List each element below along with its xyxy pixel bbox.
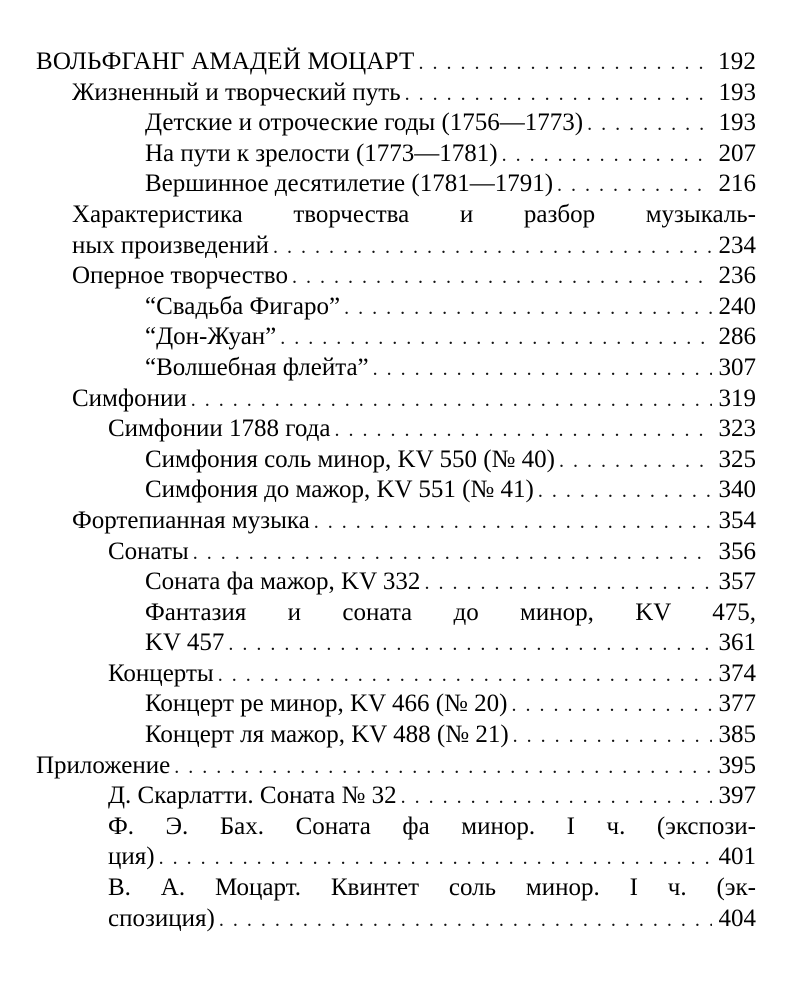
leader-dots: [314, 507, 712, 538]
leader-dots: [292, 262, 712, 293]
toc-entry-title: Симфония до мажор, KV 551 (№ 41): [145, 476, 534, 504]
toc-page-number: 404: [718, 904, 756, 932]
toc-entry-title: Вершинное десятилетие (1781—1791): [145, 170, 554, 198]
toc-entry-title: Симфонии: [72, 384, 187, 412]
toc-entry: [36, 506, 756, 537]
toc-page-number: 216: [718, 170, 756, 198]
leader-dots: [280, 323, 712, 354]
toc-page-number: 354: [718, 506, 756, 534]
leader-dots: [587, 109, 712, 140]
leader-dots: [424, 568, 712, 599]
toc-entry: [36, 47, 756, 78]
toc-entry-title: Д. Скарлатти. Соната № 32: [108, 782, 397, 810]
toc-entry: [36, 567, 756, 598]
toc-entry-title: Концерт ре минор, KV 466 (№ 20): [145, 690, 508, 718]
leader-dots: [511, 690, 712, 721]
leader-dots: [218, 660, 712, 691]
toc-entry-title: Ф. Э. Бах. Соната фа минор. I ч. (экспози-: [108, 812, 756, 840]
toc-entry-title: В. А. Моцарт. Квинтет соль минор. I ч. (эк-: [108, 874, 756, 902]
toc-page-number: 236: [718, 262, 756, 290]
leader-dots: [373, 354, 712, 385]
toc-entry-title: “Дон-Жуан”: [145, 323, 277, 351]
toc-entry-title: ных произведений: [72, 231, 269, 259]
toc-page-number: 340: [718, 476, 756, 504]
leader-dots: [513, 721, 712, 752]
toc-entry: [36, 384, 756, 415]
toc-page-number: 193: [718, 109, 756, 137]
toc-entry: [36, 261, 756, 292]
leader-dots: [559, 446, 712, 477]
toc-entry-line: [36, 873, 756, 904]
toc-page-number: 240: [718, 292, 756, 320]
toc-entry-title: спозиция): [108, 904, 215, 932]
toc-page-number: 193: [718, 78, 756, 106]
leader-dots: [273, 232, 712, 263]
toc-entry-line: [36, 200, 756, 231]
toc-entry-title: “Волшебная флейта”: [145, 353, 369, 381]
toc-entry-title: Фантазия и соната до минор, KV 475,: [145, 598, 756, 626]
toc-page-number: 397: [718, 782, 756, 810]
toc-entry-title: Соната фа мажор, KV 332: [145, 568, 421, 596]
toc-entry: [36, 108, 756, 139]
leader-dots: [228, 629, 712, 660]
toc-page-number: 356: [718, 537, 756, 565]
leader-dots: [401, 782, 712, 813]
toc-entry-title: ВОЛЬФГАНГ АМАДЕЙ МОЦАРТ: [36, 48, 415, 75]
leader-dots: [219, 905, 712, 936]
toc-entry: [36, 628, 756, 659]
toc-page-number: 377: [718, 690, 756, 718]
toc-entry: [36, 475, 756, 506]
toc-entry-line: [36, 598, 756, 629]
toc-entry-title: Приложение: [36, 751, 171, 779]
toc-entry: [36, 842, 756, 873]
toc-entry: [36, 781, 756, 812]
toc-page-number: 234: [718, 231, 756, 259]
toc-entry-title: Фортепианная музыка: [72, 506, 310, 534]
leader-dots: [502, 140, 712, 171]
leader-dots: [191, 385, 712, 416]
toc-page-number: 307: [718, 353, 756, 381]
leader-dots: [405, 79, 712, 110]
leader-dots: [419, 48, 712, 79]
toc-entry: [36, 169, 756, 200]
leader-dots: [334, 415, 712, 446]
toc-page-number: 357: [718, 568, 756, 596]
toc-entry: [36, 659, 756, 690]
toc-entry: [36, 292, 756, 323]
toc-page-number: 325: [718, 445, 756, 473]
toc-entry: [36, 353, 756, 384]
toc-entry: [36, 414, 756, 445]
toc-entry-line: [36, 812, 756, 843]
toc-entry-title: Характеристика творчества и разбор музыкаль-: [72, 200, 756, 228]
toc-page-number: 385: [718, 721, 756, 749]
toc-entry: [36, 139, 756, 170]
toc-page-number: 374: [718, 659, 756, 687]
toc-entry: [36, 689, 756, 720]
toc-page-number: 319: [718, 384, 756, 412]
leader-dots: [193, 538, 712, 569]
toc-entry-title: Симфония соль минор, KV 550 (№ 40): [145, 445, 555, 473]
toc-entry: [36, 720, 756, 751]
toc-entry-title: Концерт ля мажор, KV 488 (№ 21): [145, 721, 509, 749]
toc-page-number: 323: [718, 415, 756, 443]
toc-page-number: 395: [718, 751, 756, 779]
toc-entry: [36, 751, 756, 782]
toc-entry: [36, 78, 756, 109]
toc-page-number: 207: [718, 139, 756, 167]
leader-dots: [174, 752, 712, 783]
leader-dots: [538, 476, 712, 507]
toc-entry-title: Симфонии 1788 года: [108, 415, 331, 443]
toc-entry: [36, 231, 756, 262]
toc-entry-title: Сонаты: [108, 537, 189, 565]
toc-entry-title: Детские и отроческие годы (1756—1773): [145, 109, 584, 137]
toc-entry: [36, 904, 756, 935]
leader-dots: [557, 170, 712, 201]
toc-entry: [36, 537, 756, 568]
toc-page-number: 192: [718, 48, 757, 75]
toc-entry-title: ция): [108, 843, 155, 871]
toc-entry: [36, 445, 756, 476]
toc-entry-title: “Свадьба Фигаро”: [145, 292, 341, 320]
toc-entry-title: KV 457: [145, 629, 225, 657]
leader-dots: [344, 293, 712, 324]
toc-page-number: 401: [718, 843, 756, 871]
toc-entry-title: Оперное творчество: [72, 262, 288, 290]
toc-entry-title: На пути к зрелости (1773—1781): [145, 139, 498, 167]
toc-entry-title: Жизненный и творческий путь: [72, 78, 401, 106]
toc-page-number: 361: [718, 629, 756, 657]
toc-entry-title: Концерты: [108, 659, 214, 687]
toc-page-number: 286: [718, 323, 756, 351]
toc-entry: [36, 322, 756, 353]
leader-dots: [159, 843, 712, 874]
